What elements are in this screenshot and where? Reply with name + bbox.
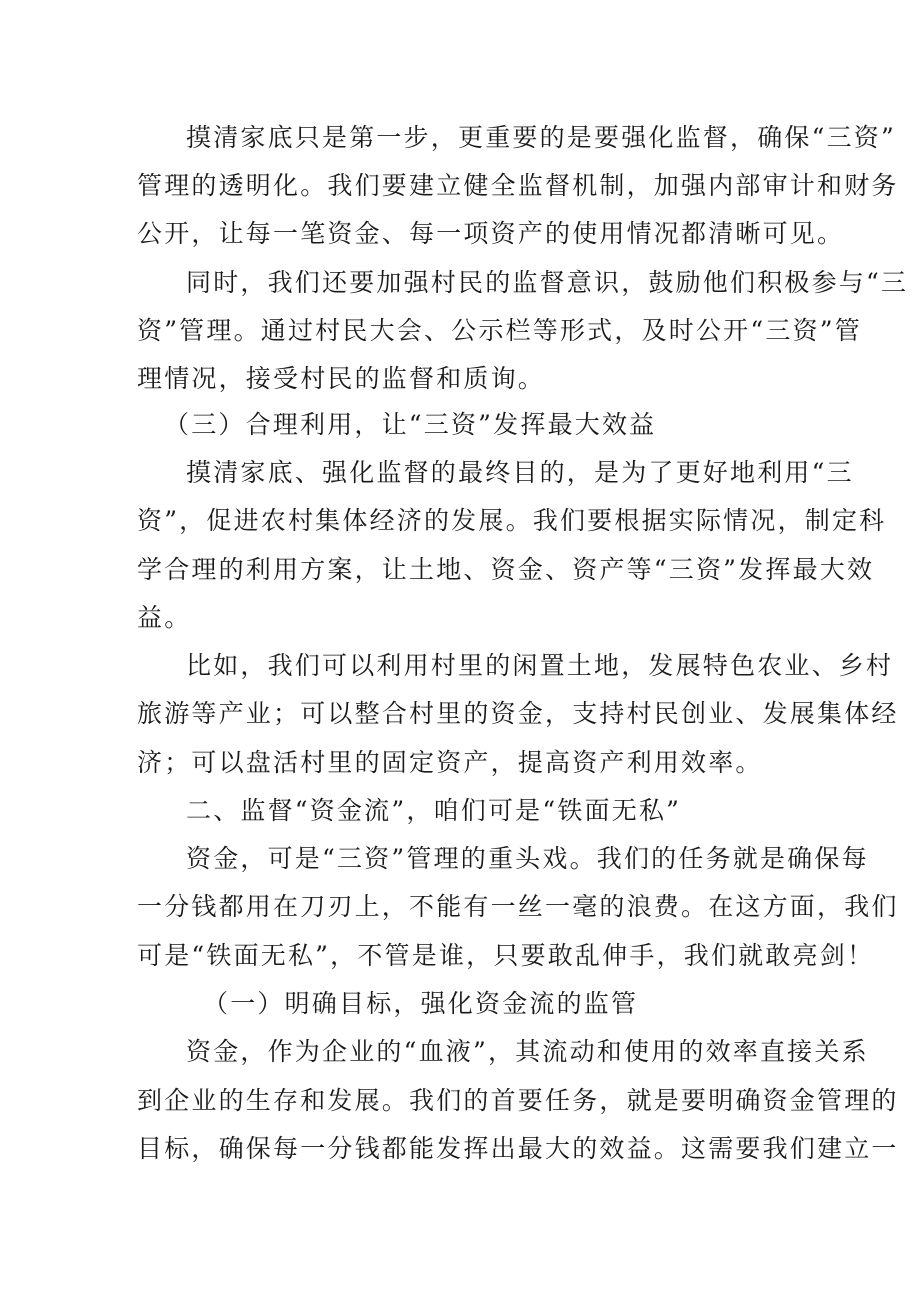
paragraph-line: 摸清家底只是第一步，更重要的是要强化监督，确保“三资” [186,123,896,152]
section-heading: （三）合理利用，让“三资”发挥最大效益 [164,410,657,439]
paragraph-line: 资金，作为企业的“血液”，其流动和使用的效率直接关系 [186,1037,869,1066]
paragraph-line: 到企业的生存和发展。我们的首要任务，就是要明确资金管理的 [137,1086,899,1115]
paragraph-line: 学合理的利用方案，让土地、资金、资产等“三资”发挥最大效 [137,555,875,584]
paragraph-line: 管理的透明化。我们要建立健全监督机制，加强内部审计和财务 [137,171,899,200]
paragraph-line: 资”，促进农村集体经济的发展。我们要根据实际情况，制定科 [137,506,887,535]
paragraph-line: 公开，让每一笔资金、每一项资产的使用情况都清晰可见。 [137,219,845,248]
paragraph-line: 目标，确保每一分钱都能发挥出最大的效益。这需要我们建立一 [137,1134,899,1163]
paragraph-line: 旅游等产业；可以整合村里的资金，支持村民创业、发展集体经 [137,699,899,728]
paragraph-line: 摸清家底、强化监督的最终目的，是为了更好地利用“三 [186,458,854,487]
paragraph-line: 济；可以盘活村里的固定资产，提高资产利用效率。 [137,748,763,777]
section-heading: （一）明确目标，强化资金流的监管 [203,989,639,1018]
paragraph-line: 一分钱都用在刀刃上，不能有一丝一毫的浪费。在这方面，我们 [137,892,899,921]
paragraph-line: 益。 [137,603,192,632]
paragraph-line: 比如，我们可以利用村里的闲置土地，发展特色农业、乡村 [186,651,894,680]
paragraph-line: 同时，我们还要加强村民的监督意识，鼓励他们积极参与“三 [186,268,909,297]
paragraph-line: 资金，可是“三资”管理的重头戏。我们的任务就是确保每 [186,844,869,873]
paragraph-line: 可是“铁面无私”，不管是谁，只要敢乱伸手，我们就敢亮剑！ [137,941,875,970]
paragraph-line: 资”管理。通过村民大会、公示栏等形式，及时公开“三资”管 [137,316,862,345]
paragraph-line: 理情况，接受村民的监督和质询。 [137,364,546,393]
section-heading: 二、监督“资金流”，咱们可是“铁面无私” [186,796,682,825]
